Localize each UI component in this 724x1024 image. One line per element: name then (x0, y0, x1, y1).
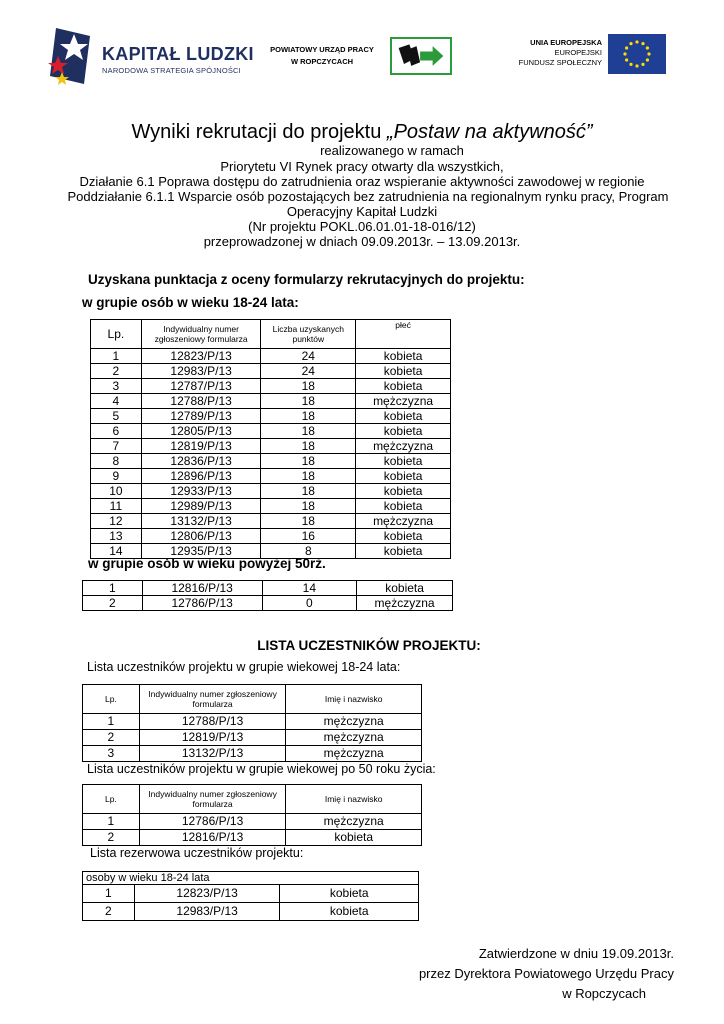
table-row (91, 424, 451, 439)
table-row (91, 409, 451, 424)
table-cell: 12 (91, 514, 142, 529)
col-header-number: Indywidualny numer zgłoszeniowy formularza (139, 785, 286, 814)
pup-name (258, 44, 386, 68)
table-cell: 1 (83, 814, 140, 830)
table-cell: 9 (91, 469, 142, 484)
table-cell: 3 (83, 746, 140, 762)
table-row (83, 814, 422, 830)
table-cell: mężczyzna (356, 514, 451, 529)
table-cell: 24 (261, 364, 356, 379)
table-cell: 12787/P/13 (141, 379, 261, 394)
table-cell: kobieta (356, 364, 451, 379)
table-cell: 12786/P/13 (139, 814, 286, 830)
table-cell: 12935/P/13 (141, 544, 261, 559)
table-cell: kobieta (356, 424, 451, 439)
participants-table-18-24 (82, 684, 422, 762)
col-header-number: Indywidualny numer zgłoszeniowy formularza (141, 320, 261, 349)
pup-arrows-logo-icon (390, 37, 452, 75)
table-cell: 18 (261, 484, 356, 499)
table-header-row (83, 685, 422, 714)
reserve-label: Lista rezerwowa uczestników projektu: (90, 846, 304, 860)
col-header-lp: Lp. (91, 320, 142, 349)
table-row (83, 581, 453, 596)
table-row (91, 454, 451, 469)
table-cell: 8 (91, 454, 142, 469)
table-cell: 18 (261, 499, 356, 514)
table-header-row (83, 785, 422, 814)
table-cell: 12819/P/13 (141, 439, 261, 454)
table-cell: 16 (261, 529, 356, 544)
table-cell: 18 (261, 394, 356, 409)
table-row (83, 714, 422, 730)
table-header-row (91, 320, 451, 349)
kl-subtitle: NARODOWA STRATEGIA SPÓJNOŚCI (102, 66, 241, 75)
table-cell: kobieta (280, 885, 419, 903)
table-cell: 12819/P/13 (139, 730, 286, 746)
list2-label: Lista uczestników projektu w grupie wiekowej po 50 roku życia: (87, 762, 436, 776)
approval-footer (419, 944, 674, 1004)
title-project-name: „Postaw na aktywność” (386, 121, 593, 143)
table-cell: 12896/P/13 (141, 469, 261, 484)
table-cell: kobieta (356, 409, 451, 424)
table-cell: kobieta (356, 499, 451, 514)
eu-text (484, 38, 602, 68)
reserve-caption: osoby w wieku 18-24 lata (83, 872, 419, 885)
table-row (83, 746, 422, 762)
table-cell: kobieta (356, 454, 451, 469)
table-cell: 18 (261, 454, 356, 469)
table-cell: 12823/P/13 (134, 885, 280, 903)
eu-line1: UNIA EUROPEJSKA (530, 38, 602, 47)
table-cell: 12788/P/13 (141, 394, 261, 409)
col-header-lp: Lp. (83, 785, 140, 814)
col-header-gender: płeć (356, 320, 451, 349)
table-row (91, 349, 451, 364)
kapital-ludzki-logo (48, 24, 254, 88)
col-header-lp: Lp. (83, 685, 140, 714)
table-cell: 13132/P/13 (139, 746, 286, 762)
table-row (83, 730, 422, 746)
table-cell: kobieta (356, 349, 451, 364)
table-row (91, 439, 451, 454)
table-cell: mężczyzna (356, 394, 451, 409)
table-cell: 11 (91, 499, 142, 514)
table-row (83, 830, 422, 846)
table-cell: 1 (83, 885, 135, 903)
table-cell: 4 (91, 394, 142, 409)
table-cell: 12805/P/13 (141, 424, 261, 439)
table-row (83, 596, 453, 611)
table-row (91, 514, 451, 529)
title-prefix: Wyniki rekrutacji do projektu (131, 121, 387, 143)
section1-heading: Uzyskana punktacja z oceny formularzy rekrutacyjnych do projektu: (88, 272, 525, 287)
table-cell: 13132/P/13 (141, 514, 261, 529)
footer-line1: Zatwierdzone w dniu 19.09.2013r. (478, 946, 674, 961)
title-line-4: Poddziałanie 6.1.1 Wsparcie osób pozostających bez zatrudnienia na regionalnym rynku pracy, Program (67, 189, 669, 204)
table-cell: 12786/P/13 (142, 596, 262, 611)
reserve-table (82, 871, 419, 921)
table-cell: 14 (262, 581, 357, 596)
table-cell: kobieta (356, 469, 451, 484)
table-row (91, 469, 451, 484)
table-cell: kobieta (356, 484, 451, 499)
table-cell: 12989/P/13 (141, 499, 261, 514)
footer-line3: w Ropczycach (562, 986, 646, 1001)
table-cell: 2 (83, 903, 135, 921)
col-header-name: Imię i nazwisko (286, 785, 422, 814)
table-cell: 14 (91, 544, 142, 559)
page-title (0, 121, 724, 144)
table-cell: 2 (91, 364, 142, 379)
eu-line2: EUROPEJSKI (554, 48, 602, 57)
pup-line2: W ROPCZYCACH (290, 57, 354, 66)
score-table-50plus (82, 580, 453, 611)
table-cell: 18 (261, 379, 356, 394)
pup-line1: POWIATOWY URZĄD PRACY (270, 45, 374, 54)
title-line-3: Działanie 6.1 Poprawa dostępu do zatrudnienia oraz wspieranie aktywności zawodowej w regionie (79, 174, 645, 189)
table-row (91, 364, 451, 379)
title-line-5: Operacyjny Kapitał Ludzki (286, 204, 438, 219)
table-cell: 18 (261, 409, 356, 424)
title-line-7: przeprowadzonej w dniach 09.09.2013r. – 13.09.2013r. (203, 234, 521, 249)
table-cell: 7 (91, 439, 142, 454)
table-row (91, 484, 451, 499)
section2-heading: LISTA UCZESTNIKÓW PROJEKTU: (257, 638, 481, 653)
score-table-18-24 (90, 319, 451, 559)
table-cell: 18 (261, 514, 356, 529)
group1-label: w grupie osób w wieku 18-24 lata: (82, 295, 299, 310)
eu-flag-icon (608, 34, 666, 74)
table-cell: mężczyzna (286, 730, 422, 746)
table-row (91, 394, 451, 409)
list1-label: Lista uczestników projektu w grupie wiekowej 18-24 lata: (87, 660, 401, 674)
table-cell: 12806/P/13 (141, 529, 261, 544)
table-cell: 12933/P/13 (141, 484, 261, 499)
table-row (91, 499, 451, 514)
table-cell: kobieta (356, 544, 451, 559)
table-cell: 10 (91, 484, 142, 499)
table-cell: 12983/P/13 (141, 364, 261, 379)
table-cell: 0 (262, 596, 357, 611)
table-cell: mężczyzna (286, 714, 422, 730)
col-header-points: Liczba uzyskanych punktów (261, 320, 356, 349)
table-cell: 13 (91, 529, 142, 544)
table-cell: 1 (83, 581, 143, 596)
table-row (83, 885, 419, 903)
table-cell: 5 (91, 409, 142, 424)
table-cell: 12836/P/13 (141, 454, 261, 469)
kapital-ludzki-emblem-icon (48, 26, 98, 86)
col-header-name: Imię i nazwisko (286, 685, 422, 714)
table-cell: mężczyzna (286, 746, 422, 762)
eu-line3: FUNDUSZ SPOŁECZNY (518, 58, 602, 67)
table-cell: 12823/P/13 (141, 349, 261, 364)
table-cell: kobieta (356, 529, 451, 544)
col-header-number: Indywidualny numer zgłoszeniowy formularza (139, 685, 286, 714)
table-cell: 1 (83, 714, 140, 730)
table-cell: 18 (261, 439, 356, 454)
table-cell: 8 (261, 544, 356, 559)
table-cell: 18 (261, 469, 356, 484)
table-cell: 6 (91, 424, 142, 439)
table-cell: mężczyzna (356, 439, 451, 454)
group2-label: w grupie osób w wieku powyżej 50rż. (88, 556, 326, 571)
table-cell: 3 (91, 379, 142, 394)
table-cell: 2 (83, 830, 140, 846)
table-cell: 12788/P/13 (139, 714, 286, 730)
kl-title: KAPITAŁ LUDZKI (102, 44, 254, 64)
title-line-2: Priorytetu VI Rynek pracy otwarty dla wszystkich, (220, 159, 504, 174)
title-line-6: (Nr projektu POKL.06.01.01-18-016/12) (248, 219, 476, 234)
table-cell: 12983/P/13 (134, 903, 280, 921)
table-row (91, 529, 451, 544)
footer-line2: przez Dyrektora Powiatowego Urzędu Pracy (418, 966, 674, 981)
table-row (91, 379, 451, 394)
table-cell: 18 (261, 424, 356, 439)
table-cell: 2 (83, 596, 143, 611)
table-cell: 12816/P/13 (142, 581, 262, 596)
table-cell: kobieta (286, 830, 422, 846)
table-cell: mężczyzna (286, 814, 422, 830)
table-cell: 2 (83, 730, 140, 746)
table-cell: 12789/P/13 (141, 409, 261, 424)
table-cell: kobieta (356, 379, 451, 394)
title-line-1: realizowanego w ramach (320, 143, 464, 158)
table-cell: 24 (261, 349, 356, 364)
table-cell: mężczyzna (357, 596, 453, 611)
table-cell: kobieta (357, 581, 453, 596)
table-row (83, 903, 419, 921)
table-caption-row (83, 872, 419, 885)
table-cell: 12816/P/13 (139, 830, 286, 846)
table-cell: kobieta (280, 903, 419, 921)
participants-table-50plus (82, 784, 422, 846)
table-cell: 1 (91, 349, 142, 364)
